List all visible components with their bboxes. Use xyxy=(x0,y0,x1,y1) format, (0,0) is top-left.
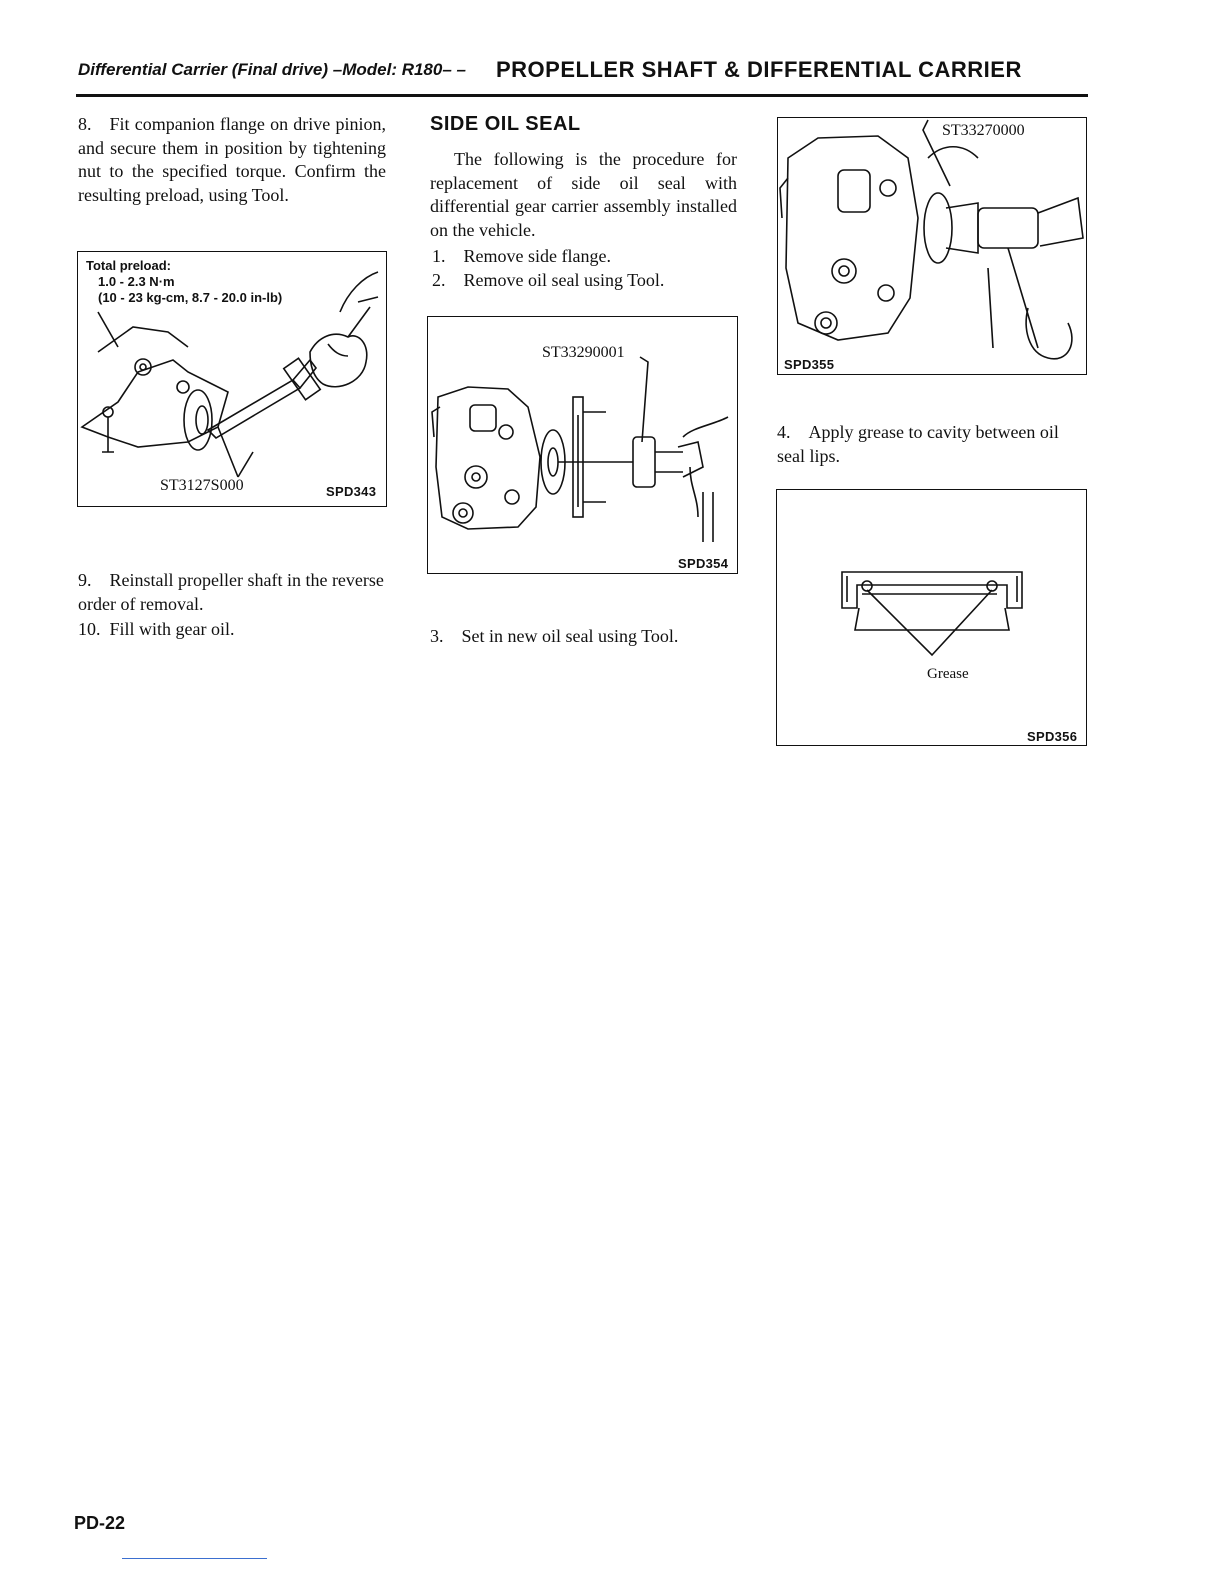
figure-code: SPD355 xyxy=(784,357,835,372)
tool-number-label: ST3127S000 xyxy=(160,477,244,494)
header-section-title: Differential Carrier (Final drive) –Model: R180– – xyxy=(78,60,466,79)
section-title-side-oil-seal: SIDE OIL SEAL xyxy=(430,113,581,135)
figure-spd356 xyxy=(776,489,1087,746)
grease-label: Grease xyxy=(927,666,969,682)
step-3-text: 3. Set in new oil seal using Tool. xyxy=(430,626,679,646)
tool-number-label: ST33290001 xyxy=(542,344,625,361)
step-4-text: 4. Apply grease to cavity between oil seal lips. xyxy=(777,422,1059,466)
callout-nm-range: 1.0 - 2.3 N·m xyxy=(98,274,175,289)
figure-spd354 xyxy=(427,316,738,574)
callout-alt-units: (10 - 23 kg-cm, 8.7 - 20.0 in-lb) xyxy=(98,290,283,305)
step-8-text: 8. Fit companion flange on drive pinion, and secure them in position by tightening nut to the specified torque. Confirm the resulting preload, using Tool. xyxy=(78,114,386,205)
preload-callout xyxy=(86,258,282,306)
header-chapter-title: PROPELLER SHAFT & DIFFERENTIAL CARRIER xyxy=(496,57,1022,82)
step-2-text: 2. Remove oil seal using Tool. xyxy=(432,270,665,290)
figure-spd343 xyxy=(77,251,387,507)
step-10-text: 10. Fill with gear oil. xyxy=(78,619,235,639)
footer-rule xyxy=(122,1558,267,1559)
figure-code: SPD356 xyxy=(1027,729,1078,744)
tool-number-label: ST33270000 xyxy=(942,122,1025,139)
figure-spd355 xyxy=(777,117,1087,375)
callout-title: Total preload: xyxy=(86,258,171,273)
oil-seal-lips-illustration xyxy=(777,490,1087,746)
side-oil-seal-intro: The following is the procedure for replacement of side oil seal with differential gear carrier assembly installed on the vehicle. xyxy=(430,149,737,240)
header-divider xyxy=(76,94,1088,97)
oil-seal-installation-illustration xyxy=(778,118,1087,375)
figure-code: SPD343 xyxy=(326,484,377,499)
step-9-text: 9. Reinstall propeller shaft in the reverse order of removal. xyxy=(78,570,384,614)
figure-code: SPD354 xyxy=(678,556,729,571)
step-1-text: 1. Remove side flange. xyxy=(432,246,611,266)
page-number: PD-22 xyxy=(74,1513,126,1533)
